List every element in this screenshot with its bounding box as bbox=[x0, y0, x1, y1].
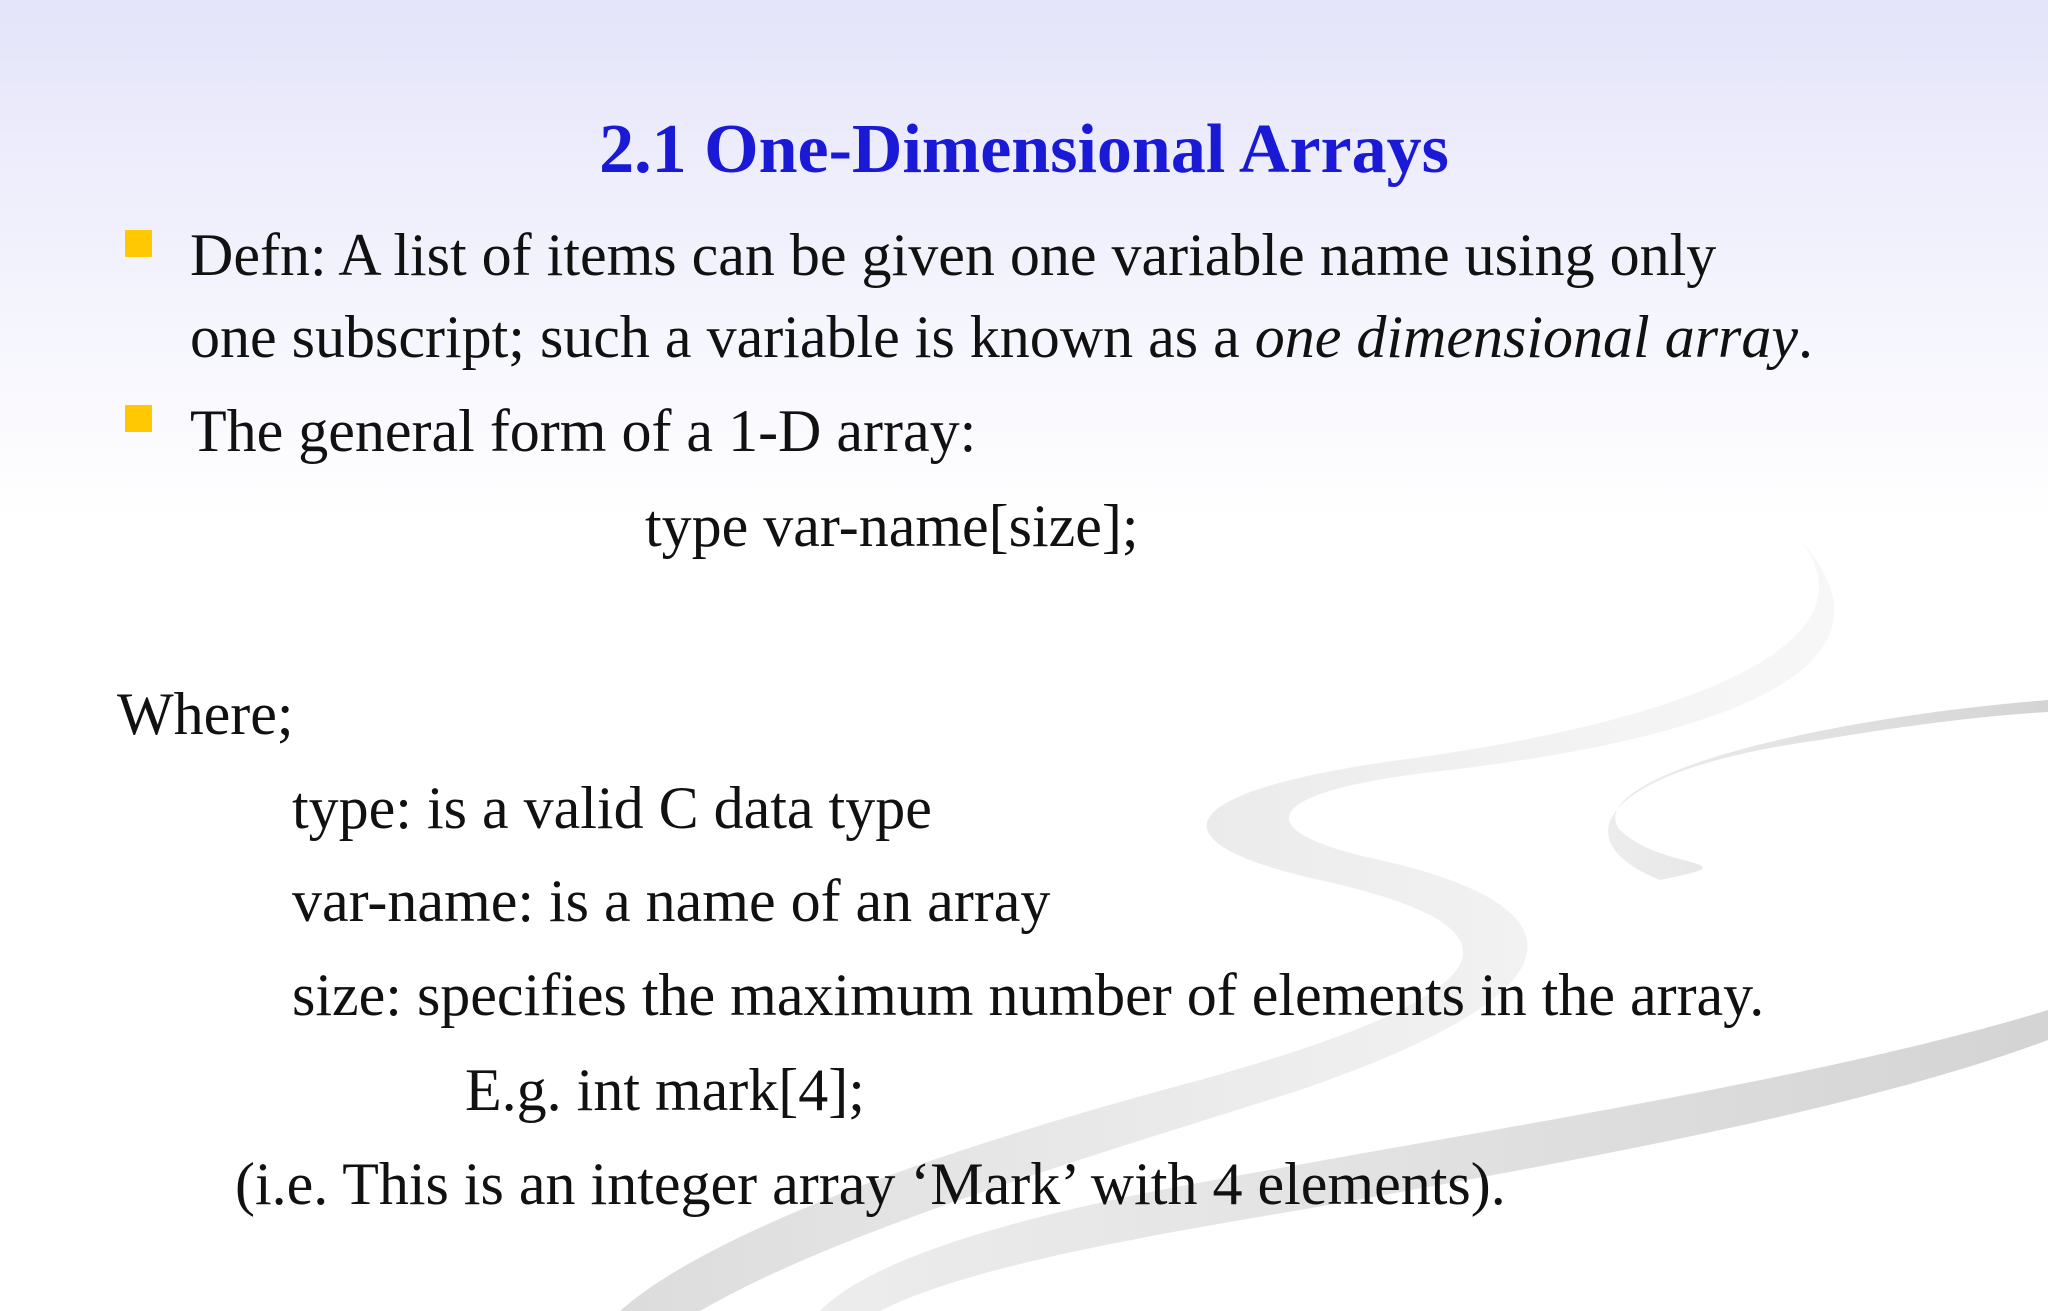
explanation-line: (i.e. This is an integer array ‘Mark’ with 4 elements). bbox=[235, 1151, 1506, 1217]
bullet-1-line-1: Defn: A list of items can be given one variable name using only bbox=[190, 222, 1717, 288]
slide-title: 2.1 One-Dimensional Arrays bbox=[599, 111, 1449, 188]
bullet-1-line-2-text: one subscript; such a variable is known as a bbox=[190, 304, 1255, 370]
example-line: E.g. int mark[4]; bbox=[465, 1057, 865, 1123]
definition-var-name: var-name: is a name of an array bbox=[292, 868, 1051, 934]
bullet-2-line-1: The general form of a 1-D array: bbox=[190, 398, 977, 464]
bullet-marker-2 bbox=[125, 405, 152, 432]
bullet-marker-1 bbox=[125, 230, 152, 257]
bullet-1-period: . bbox=[1798, 304, 1814, 370]
definition-size: size: specifies the maximum number of elements in the array. bbox=[292, 962, 1765, 1028]
bullet-1-line-2 bbox=[190, 304, 1814, 370]
syntax-line: type var-name[size]; bbox=[645, 493, 1139, 559]
definition-type: type: is a valid C data type bbox=[292, 775, 932, 841]
where-label: Where; bbox=[117, 681, 294, 747]
bullet-1-italic-term: one dimensional array bbox=[1254, 304, 1799, 370]
